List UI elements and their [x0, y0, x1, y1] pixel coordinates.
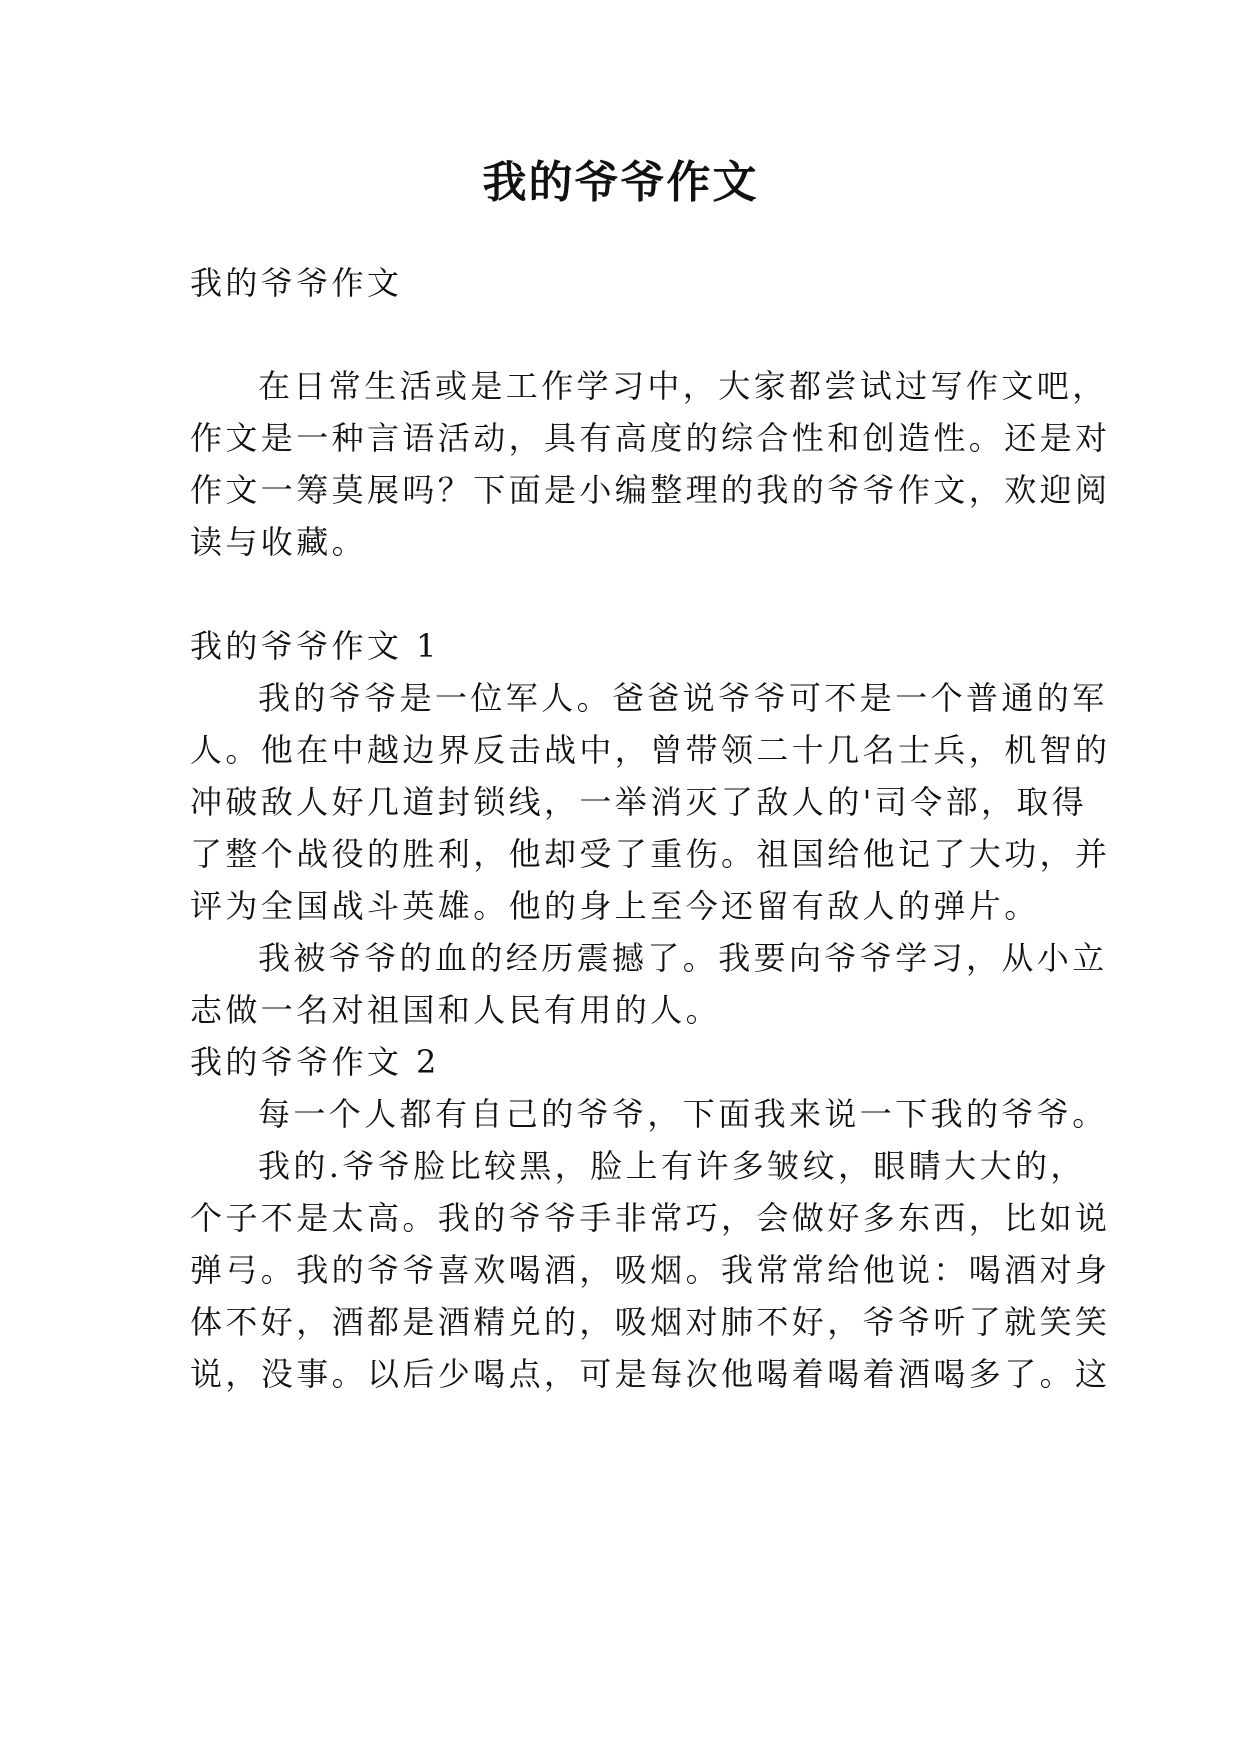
- essay-2-line: 说，没事。以后少喝点，可是每次他喝着喝着酒喝多了。这: [190, 1355, 1111, 1393]
- essay-1-line: 冲破敌人好几道封锁线，一举消灭了敌人的'司令部，取得: [190, 783, 1088, 821]
- essay-1-line: 我的爷爷是一位军人。爸爸说爷爷可不是一个普通的军: [258, 679, 1108, 717]
- essay-2-line: 每一个人都有自己的爷爷，下面我来说一下我的爷爷。: [258, 1095, 1108, 1133]
- essay-1-line: 了整个战役的胜利，他却受了重伤。祖国给他记了大功，并: [190, 835, 1111, 873]
- essay-2-heading: 我的爷爷作文 2: [190, 1043, 440, 1081]
- intro-line: 作文一筹莫展吗？下面是小编整理的我的爷爷作文，欢迎阅: [190, 471, 1111, 509]
- essay-1-line: 志做一名对祖国和人民有用的人。: [190, 991, 722, 1029]
- intro-line: 在日常生活或是工作学习中，大家都尝试过写作文吧，: [258, 367, 1108, 405]
- essay-1-line: 评为全国战斗英雄。他的身上至今还留有敌人的弹片。: [190, 887, 1040, 925]
- intro-line: 读与收藏。: [190, 523, 368, 561]
- essay-2-line: 我的.爷爷脸比较黑，脸上有许多皱纹，眼睛大大的，: [258, 1147, 1086, 1185]
- essay-1-heading: 我的爷爷作文 1: [190, 627, 440, 665]
- essay-2-line: 个子不是太高。我的爷爷手非常巧，会做好多东西，比如说: [190, 1199, 1111, 1237]
- essay-2-line: 弹弓。我的爷爷喜欢喝酒，吸烟。我常常给他说：喝酒对身: [190, 1251, 1111, 1289]
- document-subtitle: 我的爷爷作文: [190, 264, 403, 302]
- intro-line: 作文是一种言语活动，具有高度的综合性和创造性。还是对: [190, 419, 1111, 457]
- essay-1-line: 我被爷爷的血的经历震撼了。我要向爷爷学习，从小立: [258, 939, 1108, 977]
- document-title: 我的爷爷作文: [482, 157, 759, 208]
- essay-1-line: 人。他在中越边界反击战中，曾带领二十几名士兵，机智的: [190, 731, 1111, 769]
- essay-2-line: 体不好，酒都是酒精兑的，吸烟对肺不好，爷爷听了就笑笑: [190, 1303, 1111, 1341]
